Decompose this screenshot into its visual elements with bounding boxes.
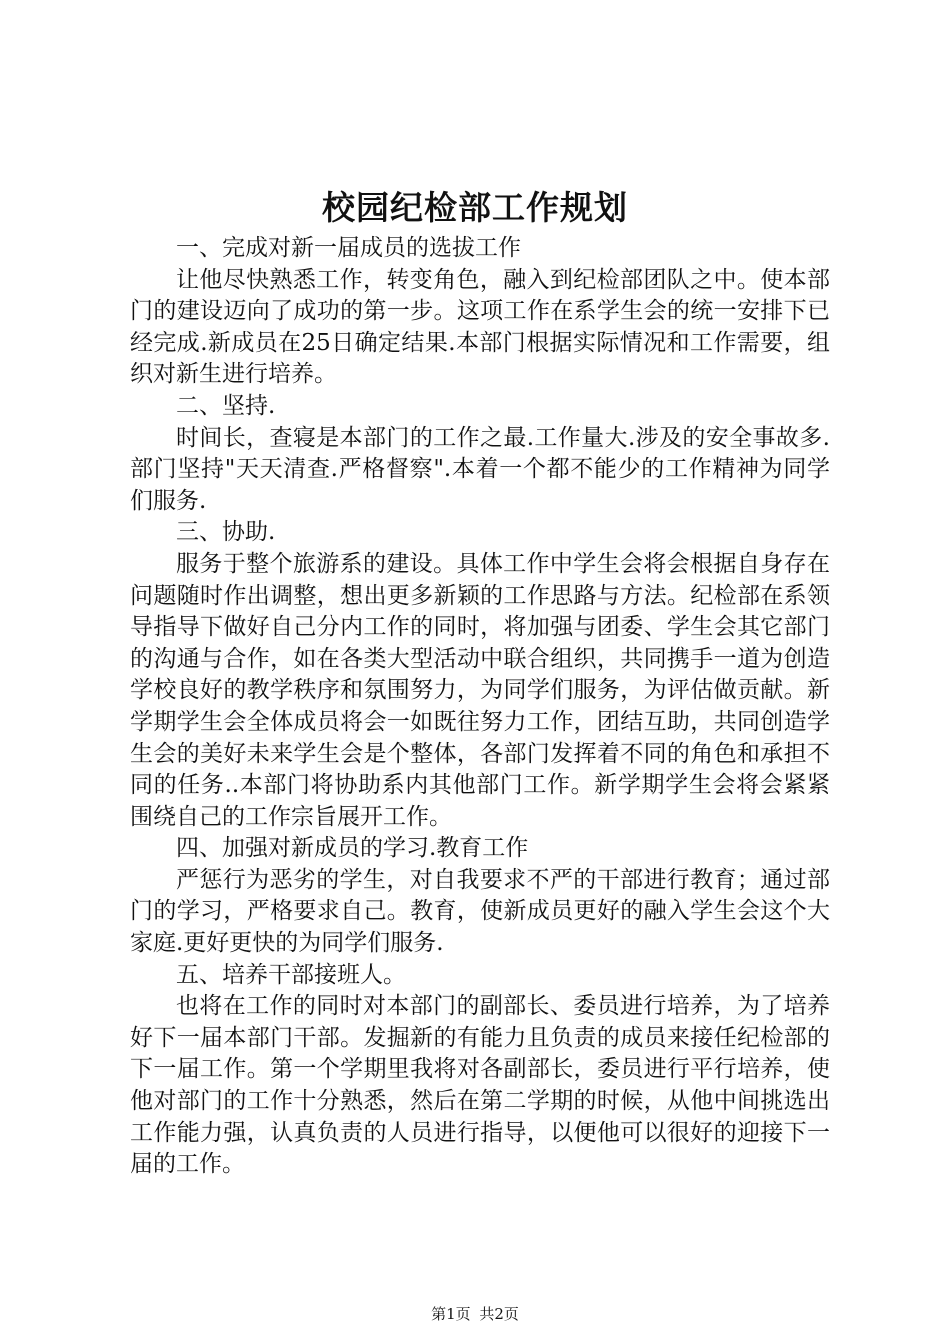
section-heading-3: 三、协助. [176, 519, 276, 546]
paragraph-3: 服务于整个旅游系的建设。具体工作中学生会将会根据自身存在问题随时作出调整，想出更多新颖的工作思路与方法。纪检部在系领导指导下做好自己分内工作的同时，将加强与团委、学生会其它部门的沟通与合作，如在各类大型活动中联合组织，共同携手一道为创造学校良好的教学秩序和氛围努力，为同学们服务，为评估做贡献。新学期学生会全体成员将会一如既往努力工作，团结互助，共同创造学生会的美好未来学生会是个整体，各部门发挥着不同的角色和承担不同的任务..本部门将协助系内其他部门工作。新学期学生会将会紧紧围绕自己的工作宗旨展开工作。 [130, 550, 830, 830]
document-body [130, 233, 830, 1181]
page-total: 共2页 [479, 1305, 519, 1323]
paragraph-1: 让他尽快熟悉工作，转变角色，融入到纪检部团队之中。使本部门的建设迈向了成功的第一步。这项工作在系学生会的统一安排下已经完成.新成员在25日确定结果.本部门根据实际情况和工作需要，组织对新生进行培养。 [130, 266, 830, 388]
section-heading-4: 四、加强对新成员的学习.教育工作 [176, 835, 529, 862]
page-number: 第1页 [431, 1305, 471, 1323]
page-footer [0, 1304, 950, 1324]
section-heading-5: 五、培养干部接班人。 [176, 961, 406, 988]
document-title: 校园纪检部工作规划 [322, 188, 628, 227]
paragraph-4: 严惩行为恶劣的学生，对自我要求不严的干部进行教育；通过部门的学习，严格要求自己。教育，使新成员更好的融入学生会这个大家庭.更好更快的为同学们服务. [130, 866, 830, 957]
section-heading-1: 一、完成对新一届成员的选拔工作 [176, 235, 521, 261]
paragraph-2: 时间长，查寝是本部门的工作之最.工作量大.涉及的安全事故多.部门坚持"天天清查.严格督察".本着一个都不能少的工作精神为同学们服务. [130, 424, 830, 514]
section-heading-2: 二、坚持. [176, 392, 276, 419]
paragraph-5: 也将在工作的同时对本部门的副部长、委员进行培养，为了培养好下一届本部门干部。发掘新的有能力且负责的成员来接任纪检部的下一届工作。第一个学期里我将对各副部长，委员进行平行培养，使他对部门的工作十分熟悉，然后在第二学期的时候，从他中间挑选出工作能力强，认真负责的人员进行指导，以便他可以很好的迎接下一届的工作。 [130, 993, 830, 1178]
